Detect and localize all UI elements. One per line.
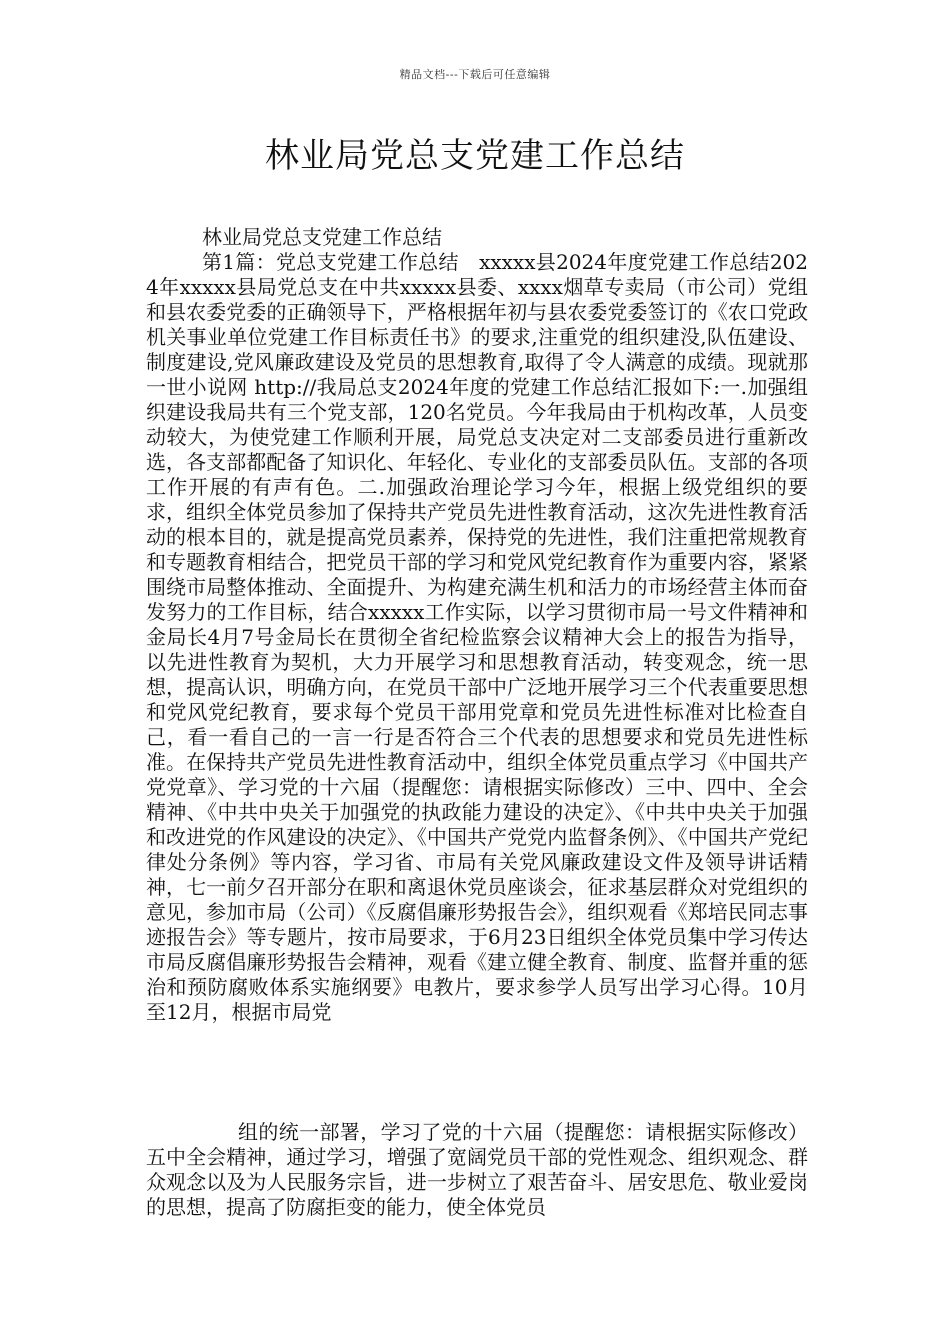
- document-subtitle: 林业局党总支党建工作总结: [202, 225, 442, 249]
- header-note: 精品文档---下载后可任意编辑: [399, 68, 551, 81]
- paragraph-1-text: 第1篇：党总支党建工作总结 xxxxx县2024年度党建工作总结2024年xxxxx县局党总支在中共xxxxx县委、xxxx烟草专卖局（市公司）党组和县农委党委的正确领导下，严格根据年初与县农委党委签订的《农口党政机关事业单位党建工作目标责任书》的要求,注重党的组织建没,队伍建设、制度建设,党风廉政建设及党员的思想教育,取得了令人满意的成绩。现就那一世小说网 http://我局总支2024年度的党建工作总结汇报如下:一.加强组织建设我局共有三个党支部，120名党员。今年我局由于机构改革，人员变动较大，为使党建工作顺利开展，局党总支决定对二支部委员进行重新改选，各支部都配备了知识化、年轻化、专业化的支部委员队伍。支部的各项工作开展的有声有色。二.加强政治理论学习今年，根据上级党组织的要求，组织全体党员参加了保持共产党员先进性教育活动，这次先进性教育活动的根本目的，就是提高党员素养，保持党的先进性，我们注重把常规教育和专题教育相结合，把党员干部的学习和党风党纪教育作为重要内容，紧紧围绕市局整体推动、全面提升、为构建充满生机和活力的市场经营主体而奋发努力的工作目标，结合xxxxx工作实际，以学习贯彻市局一号文件精神和金局长4月7号金局长在贯彻全省纪检监察会议精神大会上的报告为指导，以先进性教育为契机，大力开展学习和思想教育活动，转变观念，统一思想，提高认识，明确方向，在党员干部中广泛地开展学习三个代表重要思想和党风党纪教育，要求每个党员干部用党章和党员先进性标准对比检查自己，看一看自己的一言一行是否符合三个代表的思想要求和党员先进性标准。在保持共产党员先进性教育活动中，组织全体党员重点学习《中国共产党党章》、学习党的十六届（提醒您：请根据实际修改）三中、四中、全会精神、《中共中央关于加强党的执政能力建设的决定》、《中共中央关于加强和改进党的作风建设的决定》、《中国共产党党内监督条例》、《中国共产党纪律处分条例》等内容，学习省、市局有关党风廉政建设文件及领导讲话精神，七一前夕召开部分在职和离退休党员座谈会，征求基层群众对党组织的意见，参加市局（公司）《反腐倡廉形势报告会》，组织观看《郑培民同志事迹报告会》等专题片，按市局要求，于6月23日组织全体党员集中学习传达市局反腐倡廉形势报告会精神，观看《建立健全教育、制度、监督并重的惩治和预防腐败体系实施纲要》电教片，要求参学人员写出学习心得。10月至12月，根据市局党: [146, 250, 808, 1024]
- body-paragraph-1: [146, 225, 808, 1025]
- document-title: 林业局党总支党建工作总结: [265, 136, 685, 176]
- body-paragraph-2: 组的统一部署，学习了党的十六届（提醒您：请根据实际修改）五中全会精神，通过学习，增强了宽阔党员干部的党性观念、组织观念、群众观念以及为人民服务宗旨，进一步树立了艰苦奋斗、居安思危、敬业爱岗的思想，提高了防腐拒变的能力，使全体党员: [146, 1120, 808, 1219]
